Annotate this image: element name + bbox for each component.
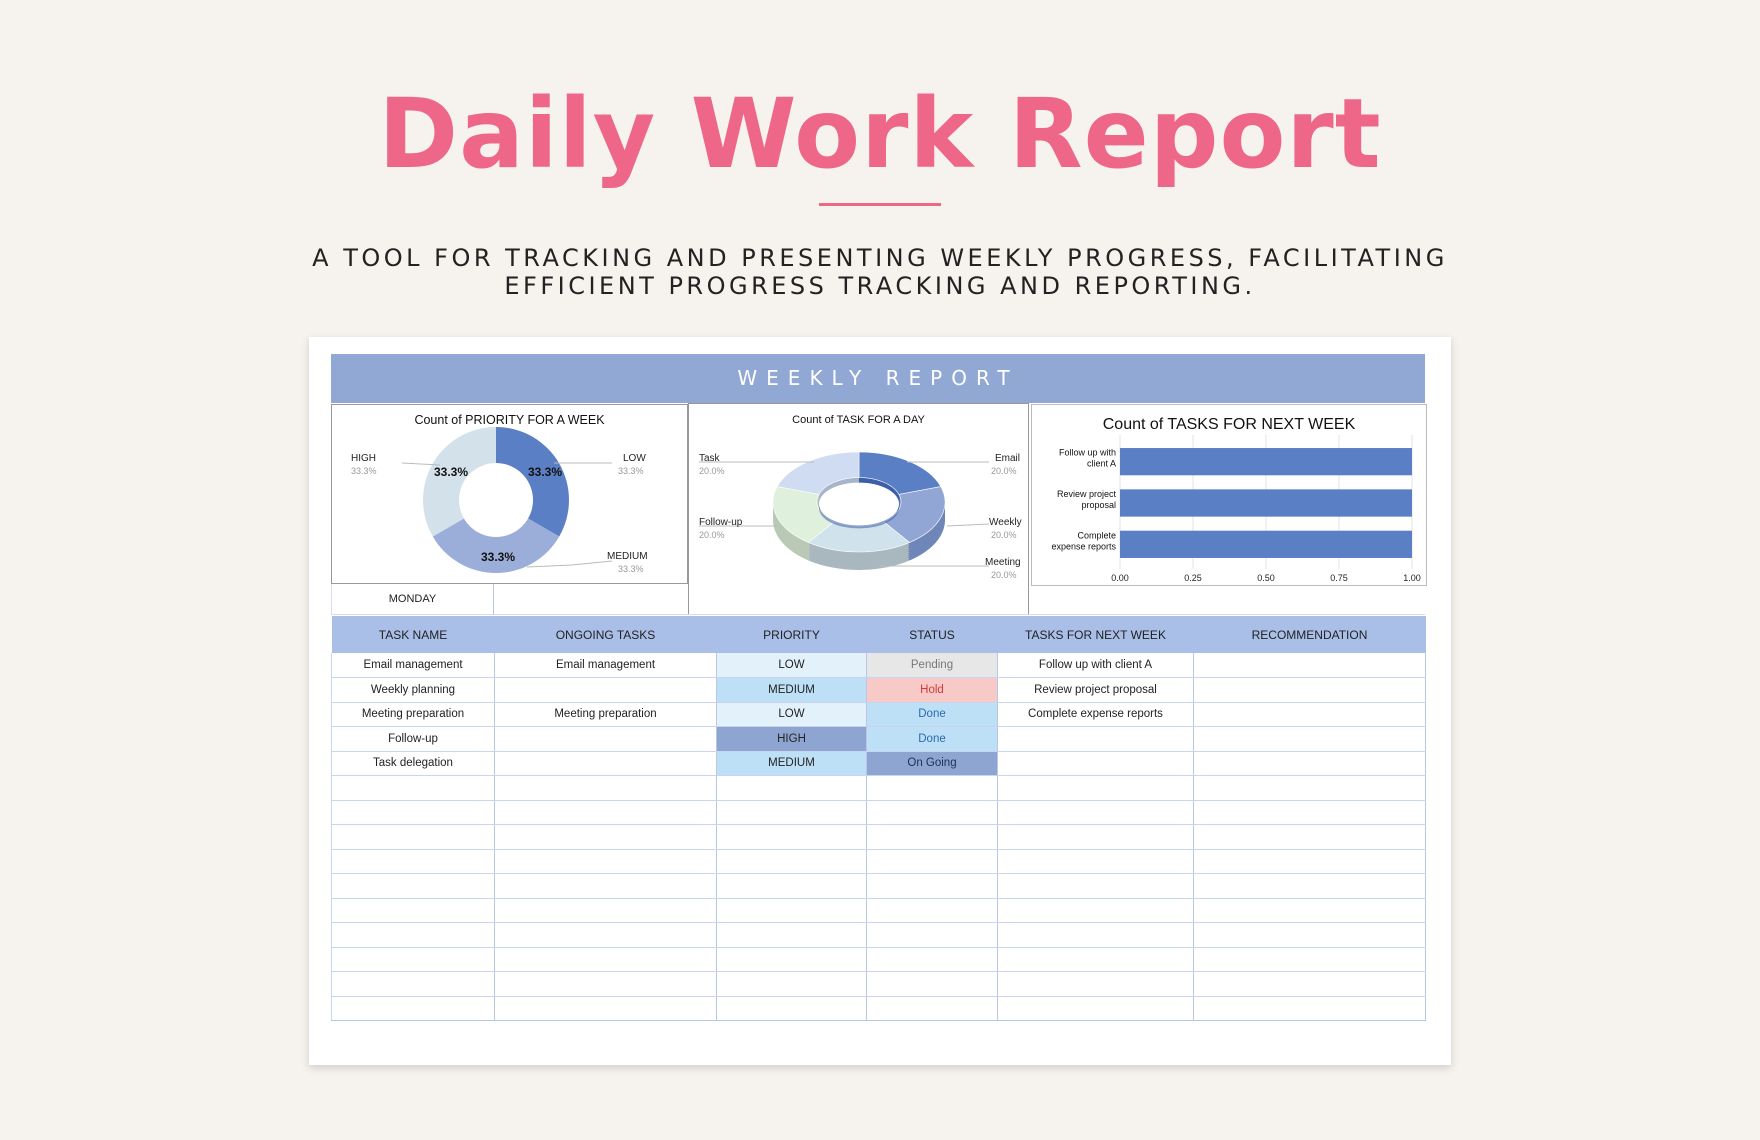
ongoing-task-cell[interactable]: Email management xyxy=(495,653,717,678)
next-week-task-cell[interactable] xyxy=(998,898,1194,923)
task-label-meeting: Meeting xyxy=(985,557,1021,568)
recommendation-cell[interactable] xyxy=(1194,996,1426,1021)
priority-label-medium: MEDIUM xyxy=(607,551,648,562)
header-priority[interactable]: PRIORITY xyxy=(717,616,867,653)
ongoing-task-cell[interactable]: Meeting preparation xyxy=(495,702,717,727)
priority-cell[interactable] xyxy=(717,874,867,899)
priority-slice-label-medium: 33.3% xyxy=(481,550,516,564)
priority-cell[interactable] xyxy=(717,996,867,1021)
priority-slice-low[interactable] xyxy=(496,427,569,537)
day-row xyxy=(331,584,1425,615)
priority-pct-low: 33.3% xyxy=(618,466,644,476)
next-week-task-cell[interactable] xyxy=(998,825,1194,850)
status-cell[interactable] xyxy=(867,972,998,997)
table-row-empty xyxy=(332,800,1426,825)
recommendation-cell[interactable] xyxy=(1194,849,1426,874)
task-name-cell[interactable]: Meeting preparation xyxy=(332,702,495,727)
next-week-task-cell[interactable]: Review project proposal xyxy=(998,678,1194,703)
ongoing-task-cell[interactable] xyxy=(495,898,717,923)
ongoing-task-cell[interactable] xyxy=(495,800,717,825)
priority-pct-medium: 33.3% xyxy=(618,564,644,574)
tick-label: 0.75 xyxy=(1330,573,1348,583)
task-name-cell[interactable] xyxy=(332,849,495,874)
recommendation-cell[interactable] xyxy=(1194,678,1426,703)
task-chart-title: Count of TASK FOR A DAY xyxy=(792,414,925,426)
status-cell[interactable] xyxy=(867,874,998,899)
task-pct-weekly: 20.0% xyxy=(991,530,1017,540)
priority-cell[interactable] xyxy=(717,972,867,997)
day-label: MONDAY xyxy=(331,584,494,615)
task-label-email: Email xyxy=(995,453,1021,464)
task-name-cell[interactable] xyxy=(332,776,495,801)
status-cell[interactable] xyxy=(867,800,998,825)
status-cell[interactable]: On Going xyxy=(867,751,998,776)
task-name-cell[interactable]: Weekly planning xyxy=(332,678,495,703)
task-pct-email: 20.0% xyxy=(991,466,1017,476)
recommendation-cell[interactable] xyxy=(1194,653,1426,678)
table-row xyxy=(332,702,1426,727)
recommendation-cell[interactable] xyxy=(1194,972,1426,997)
priority-chart[interactable] xyxy=(331,404,688,584)
next-week-task-cell[interactable] xyxy=(998,874,1194,899)
recommendation-cell[interactable] xyxy=(1194,776,1426,801)
title-underline xyxy=(819,203,941,206)
task-name-cell[interactable] xyxy=(332,825,495,850)
table-row xyxy=(332,727,1426,752)
next-week-task-cell[interactable] xyxy=(998,776,1194,801)
page-subtitle xyxy=(300,244,1460,300)
recommendation-cell[interactable] xyxy=(1194,800,1426,825)
task-name-cell[interactable] xyxy=(332,923,495,948)
recommendation-cell[interactable] xyxy=(1194,727,1426,752)
page-title: Daily Work Report xyxy=(378,78,1382,190)
table-row-empty xyxy=(332,776,1426,801)
task-label-task: Task xyxy=(699,453,720,464)
tick-label: 0.25 xyxy=(1184,573,1202,583)
task-label-followup: Follow-up xyxy=(699,517,743,528)
recommendation-cell[interactable] xyxy=(1194,874,1426,899)
next-week-chart-title: Count of TASKS FOR NEXT WEEK xyxy=(1102,416,1356,433)
task-name-cell[interactable] xyxy=(332,996,495,1021)
status-cell[interactable]: Pending xyxy=(867,653,998,678)
priority-cell[interactable]: LOW xyxy=(717,702,867,727)
priority-chart-title: Count of PRIORITY FOR A WEEK xyxy=(414,413,605,427)
bar[interactable] xyxy=(1120,531,1412,558)
table-row-empty xyxy=(332,874,1426,899)
priority-cell[interactable] xyxy=(717,825,867,850)
table-header-row xyxy=(332,616,1426,653)
task-name-cell[interactable] xyxy=(332,947,495,972)
bar[interactable] xyxy=(1120,489,1412,516)
next-week-task-cell[interactable] xyxy=(998,996,1194,1021)
recommendation-cell[interactable] xyxy=(1194,923,1426,948)
priority-cell[interactable]: MEDIUM xyxy=(717,751,867,776)
header-ongoing-tasks[interactable]: ONGOING TASKS xyxy=(495,616,717,653)
ongoing-task-cell[interactable] xyxy=(495,678,717,703)
status-cell[interactable] xyxy=(867,849,998,874)
header-status[interactable]: STATUS xyxy=(867,616,998,653)
status-cell[interactable] xyxy=(867,996,998,1021)
recommendation-cell[interactable] xyxy=(1194,947,1426,972)
table-row-empty xyxy=(332,972,1426,997)
table-row xyxy=(332,678,1426,703)
header-task-name[interactable]: TASK NAME xyxy=(332,616,495,653)
priority-label-low: LOW xyxy=(623,453,646,464)
priority-cell[interactable] xyxy=(717,776,867,801)
leader-line xyxy=(527,561,612,567)
header-tasks-next-week[interactable]: TASKS FOR NEXT WEEK xyxy=(998,616,1194,653)
ongoing-task-cell[interactable] xyxy=(495,996,717,1021)
next-week-task-cell[interactable] xyxy=(998,849,1194,874)
status-cell[interactable] xyxy=(867,825,998,850)
table-row-empty xyxy=(332,996,1426,1021)
category-label: client A xyxy=(1086,458,1116,469)
tick-label: 1.00 xyxy=(1403,573,1421,583)
next-week-task-cell[interactable] xyxy=(998,727,1194,752)
task-name-cell[interactable] xyxy=(332,898,495,923)
table-row xyxy=(332,751,1426,776)
ongoing-task-cell[interactable] xyxy=(495,923,717,948)
next-week-chart[interactable] xyxy=(1031,404,1427,586)
priority-cell[interactable] xyxy=(717,923,867,948)
priority-cell[interactable] xyxy=(717,947,867,972)
ongoing-task-cell[interactable] xyxy=(495,874,717,899)
next-week-task-cell[interactable] xyxy=(998,947,1194,972)
category-label: Follow up with xyxy=(1058,447,1116,458)
task-name-cell[interactable]: Task delegation xyxy=(332,751,495,776)
task-name-cell[interactable] xyxy=(332,972,495,997)
status-cell[interactable] xyxy=(867,947,998,972)
table-row xyxy=(332,653,1426,678)
leader-line xyxy=(947,524,989,526)
tick-label: 0.50 xyxy=(1257,573,1275,583)
category-label: Complete xyxy=(1077,530,1116,541)
task-name-cell[interactable] xyxy=(332,800,495,825)
next-week-task-cell[interactable] xyxy=(998,751,1194,776)
tick-label: 0.00 xyxy=(1111,573,1129,583)
task-donut-hole xyxy=(819,483,899,526)
task-name-cell[interactable]: Email management xyxy=(332,653,495,678)
priority-cell[interactable] xyxy=(717,898,867,923)
task-name-cell[interactable]: Follow-up xyxy=(332,727,495,752)
priority-slice-medium[interactable] xyxy=(433,519,559,574)
ongoing-task-cell[interactable] xyxy=(495,947,717,972)
ongoing-task-cell[interactable] xyxy=(495,972,717,997)
priority-slice-label-high: 33.3% xyxy=(434,465,469,479)
next-week-task-cell[interactable] xyxy=(998,923,1194,948)
ongoing-task-cell[interactable] xyxy=(495,727,717,752)
priority-cell[interactable]: HIGH xyxy=(717,727,867,752)
ongoing-task-cell[interactable] xyxy=(495,825,717,850)
priority-slice-label-low: 33.3% xyxy=(528,465,563,479)
priority-cell[interactable]: LOW xyxy=(717,653,867,678)
task-pct-meeting: 20.0% xyxy=(991,570,1017,580)
table-row-empty xyxy=(332,849,1426,874)
next-week-task-cell[interactable] xyxy=(998,972,1194,997)
priority-pct-high: 33.3% xyxy=(351,466,377,476)
priority-slice-high[interactable] xyxy=(423,427,496,537)
priority-cell[interactable] xyxy=(717,849,867,874)
task-label-weekly: Weekly xyxy=(989,517,1022,528)
status-cell[interactable]: Done xyxy=(867,727,998,752)
task-pct-followup: 20.0% xyxy=(699,530,725,540)
task-name-cell[interactable] xyxy=(332,874,495,899)
status-cell[interactable]: Done xyxy=(867,702,998,727)
category-label: expense reports xyxy=(1051,541,1116,552)
priority-cell[interactable] xyxy=(717,800,867,825)
next-week-task-cell[interactable]: Follow up with client A xyxy=(998,653,1194,678)
next-week-bars xyxy=(1032,405,1428,587)
table-row-empty xyxy=(332,923,1426,948)
subtitle-line-1: A TOOL FOR TRACKING AND PRESENTING WEEKLY PROGRESS, FACILITATING xyxy=(312,244,1448,272)
status-cell[interactable] xyxy=(867,776,998,801)
priority-cell[interactable]: MEDIUM xyxy=(717,678,867,703)
ongoing-task-cell[interactable] xyxy=(495,751,717,776)
category-label: Review project xyxy=(1056,489,1116,499)
report-sheet xyxy=(309,337,1451,1065)
status-cell[interactable]: Hold xyxy=(867,678,998,703)
next-week-task-cell[interactable] xyxy=(998,800,1194,825)
status-cell[interactable] xyxy=(867,923,998,948)
table-row-empty xyxy=(332,898,1426,923)
next-week-task-cell[interactable]: Complete expense reports xyxy=(998,702,1194,727)
task-pct-task: 20.0% xyxy=(699,466,725,476)
status-cell[interactable] xyxy=(867,898,998,923)
priority-label-high: HIGH xyxy=(351,453,376,464)
category-label: proposal xyxy=(1081,500,1116,510)
table-row-empty xyxy=(332,825,1426,850)
table-row-empty xyxy=(332,947,1426,972)
weekly-report-banner: WEEKLY REPORT xyxy=(331,354,1425,403)
task-table xyxy=(331,616,1426,1021)
ongoing-task-cell[interactable] xyxy=(495,849,717,874)
recommendation-cell[interactable] xyxy=(1194,898,1426,923)
subtitle-line-2: EFFICIENT PROGRESS TRACKING AND REPORTING. xyxy=(504,272,1256,300)
ongoing-task-cell[interactable] xyxy=(495,776,717,801)
recommendation-cell[interactable] xyxy=(1194,702,1426,727)
header-recommendation[interactable]: RECOMMENDATION xyxy=(1194,616,1426,653)
recommendation-cell[interactable] xyxy=(1194,825,1426,850)
recommendation-cell[interactable] xyxy=(1194,751,1426,776)
bar[interactable] xyxy=(1120,448,1412,475)
